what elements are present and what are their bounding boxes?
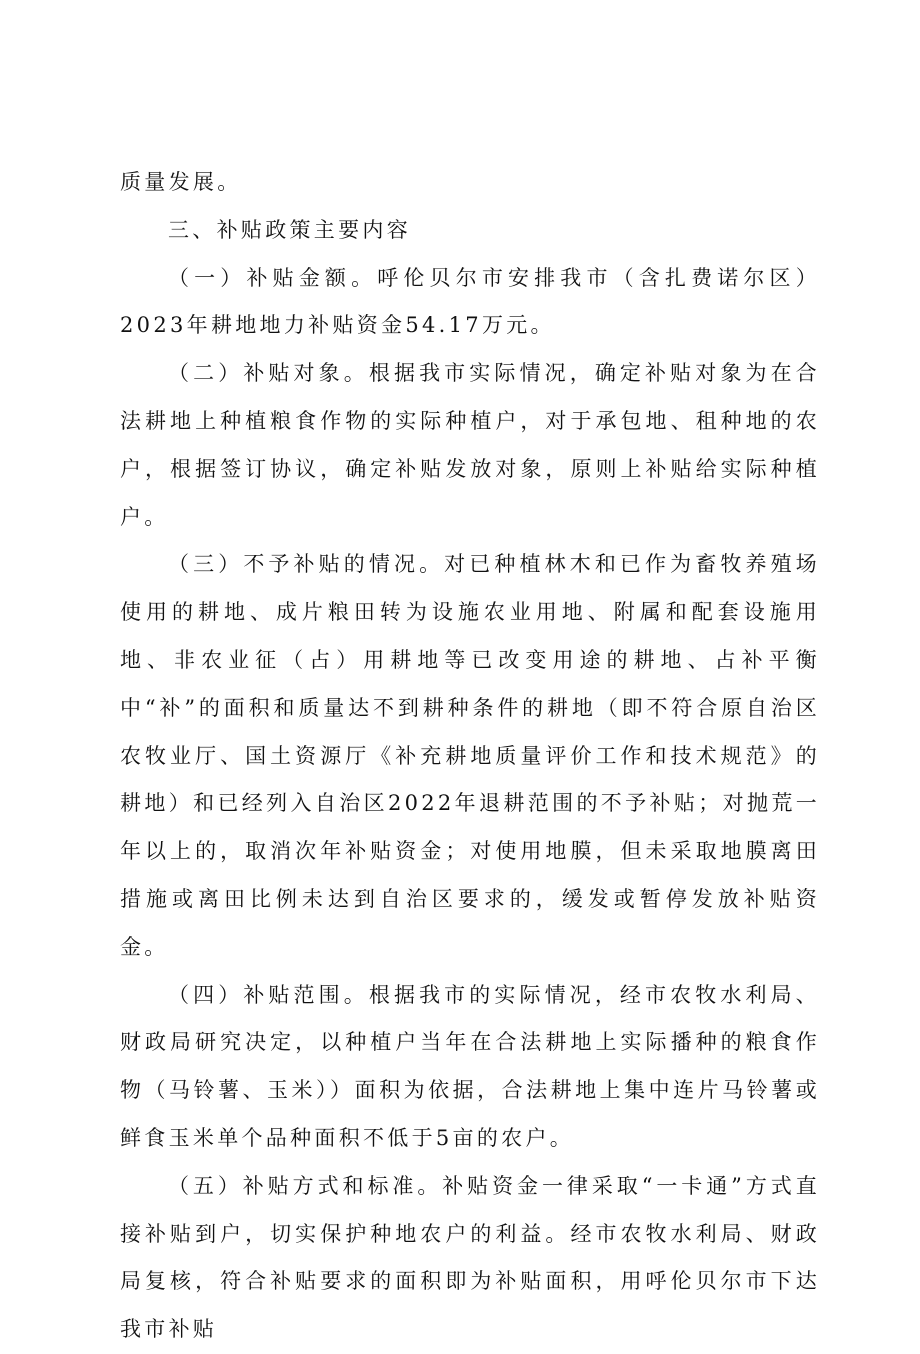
paragraph-subsidy-scope: （四）补贴范围。根据我市的实际情况，经市农牧水利局、财政局研究决定，以种植户当年在合法耕地上实际播种的粮食作物（马铃薯、玉米））面积为依据，合法耕地上集中连片马铃薯或鲜食玉米单个品种面积不低于5亩的农户。 [120, 982, 820, 1150]
document-body [120, 159, 820, 1354]
paragraph-no-subsidy-cases: （三）不予补贴的情况。对已种植林木和已作为畜牧养殖场使用的耕地、成片粮田转为设施农业用地、附属和配套设施用地、非农业征（占）用耕地等已改变用途的耕地、占补平衡中“补”的面积和质量达不到耕种条件的耕地（即不符合原自治区农牧业厅、国土资源厅《补充耕地质量评价工作和技术规范》的耕地）和已经列入自治区2022年退耕范围的不予补贴；对抛荒一年以上的，取消次年补贴资金；对使用地膜，但未采取地膜离田措施或离田比例未达到自治区要求的，缓发或暂停发放补贴资金。 [120, 552, 820, 959]
section-heading: 三、补贴政策主要内容 [168, 217, 411, 242]
paragraph-subsidy-amount: （一）补贴金额。呼伦贝尔市安排我市（含扎费诺尔区）2023年耕地地力补贴资金54.17万元。 [120, 265, 820, 338]
paragraph-subsidy-method: （五）补贴方式和标准。补贴资金一律采取“一卡通”方式直接补贴到户，切实保护种地农户的利益。经市农牧水利局、财政局复核，符合补贴要求的面积即为补贴面积，用呼伦贝尔市下达我市补贴 [120, 1173, 820, 1342]
paragraph-subsidy-target: （二）补贴对象。根据我市实际情况，确定补贴对象为在合法耕地上种植粮食作物的实际种植户，对于承包地、租种地的农户，根据签订协议，确定补贴发放对象，原则上补贴给实际种植户。 [120, 361, 820, 529]
paragraph-continuation: 质量发展。 [120, 170, 242, 194]
